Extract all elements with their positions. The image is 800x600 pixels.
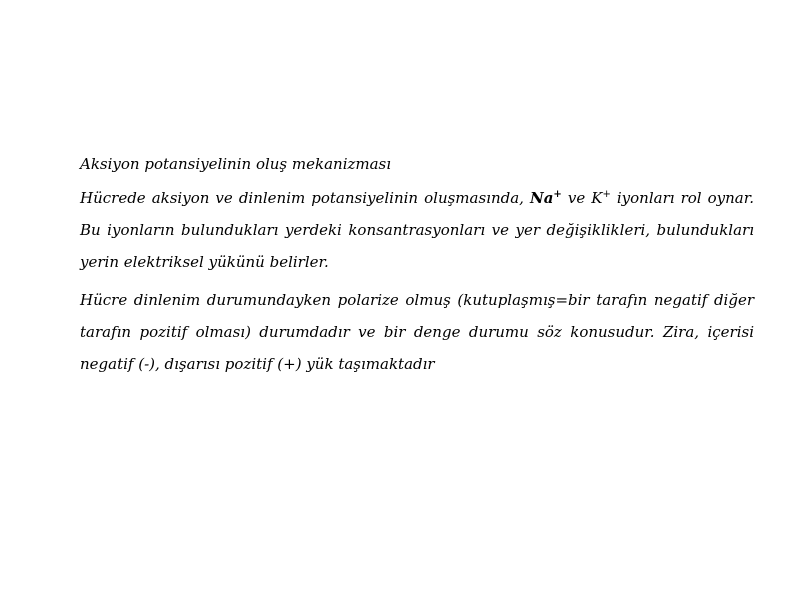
paragraph-ions [80,182,754,278]
paragraph-ions-lead: Hücrede aksiyon ve dinlenim potansiyelinin oluşmasında, [80,189,530,207]
document-body [80,152,754,386]
paragraph-ions-mid: ve K [561,189,603,207]
sodium-charge-sup: + [553,189,562,200]
paragraph-resting-state: Hücre dinlenim durumundayken polarize olmuş (kutuplaşmış=bir tarafın negatif diğer tarafın pozitif olması) durumdadır ve bir denge durumu söz konusudur. Zira, içerisi negatif (-), dışarısı pozitif (+) yük taşımaktadır [80,291,754,373]
sodium-symbol-text: Na [529,189,554,207]
section-heading: Aksiyon potansiyelinin oluş mekanizması [80,155,392,173]
potassium-charge-sup: + [602,189,611,200]
paragraph-ions-tail: iyonları rol oynar. Bu iyonların bulundukları yerdeki konsantrasyonları ve yer değişiklikleri, bulundukları yerin elektriksel yükünü belirler. [80,189,754,271]
sodium-ion-symbol [530,189,562,207]
